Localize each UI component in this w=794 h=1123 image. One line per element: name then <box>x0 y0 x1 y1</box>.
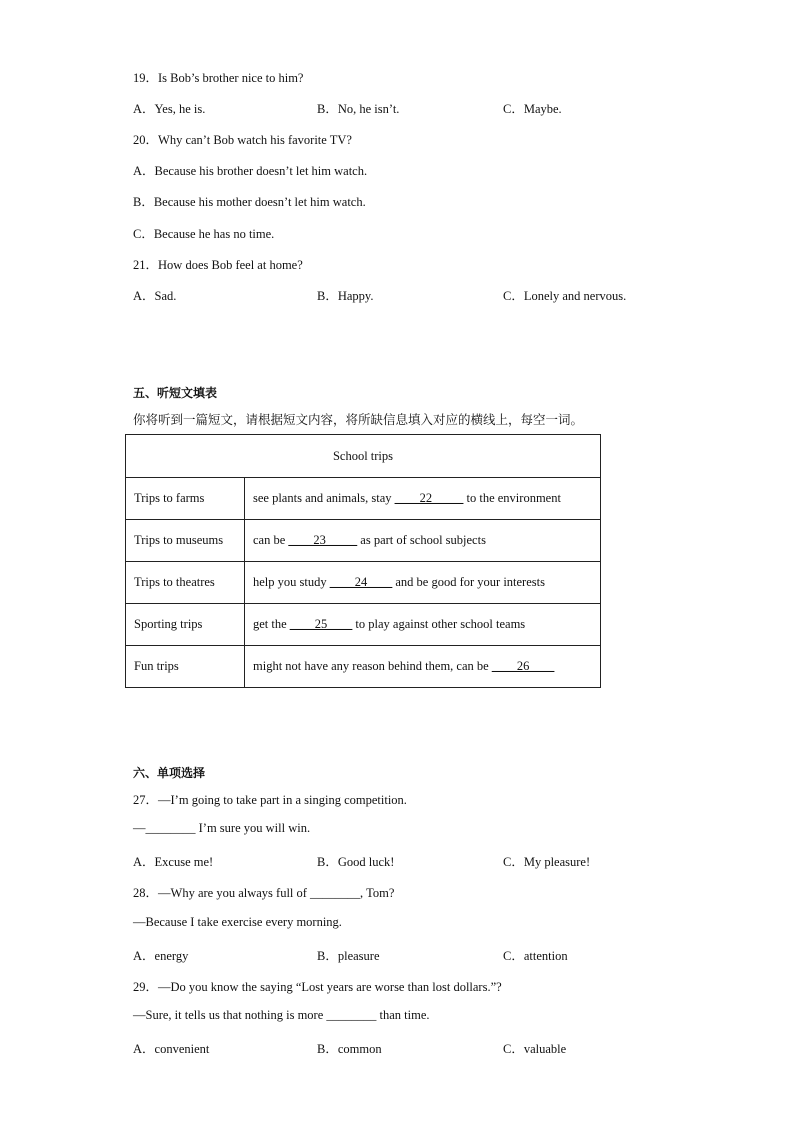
q21-option-c[interactable]: C．Lonely and nervous. <box>503 289 627 303</box>
row-label: Sporting trips <box>126 604 245 646</box>
row-label: Trips to museums <box>126 520 245 562</box>
school-trips-table <box>125 434 601 688</box>
q20-option-b[interactable]: B．Because his mother doesn’t let him watch. <box>133 195 366 209</box>
row-label: Trips to farms <box>126 478 245 520</box>
section5-heading: 五、听短文填表 <box>133 386 218 400</box>
row-content: might not have any reason behind them, can be ____26____ <box>245 646 601 688</box>
table-row <box>126 646 601 688</box>
table-row <box>126 520 601 562</box>
q27-option-a[interactable]: A．Excuse me! <box>133 855 214 869</box>
q20-option-a[interactable]: A．Because his brother doesn’t let him watch. <box>133 164 368 178</box>
q29-option-a[interactable]: A．convenient <box>133 1042 210 1056</box>
table-title: School trips <box>126 435 601 478</box>
blank-24[interactable]: ____24____ <box>329 575 393 589</box>
row-content: see plants and animals, stay ____22_____ to the environment <box>245 478 601 520</box>
table-row <box>126 478 601 520</box>
q28-option-c[interactable]: C．attention <box>503 949 568 963</box>
question-28-line2: —Because I take exercise every morning. <box>133 915 342 929</box>
q29-option-c[interactable]: C．valuable <box>503 1042 567 1056</box>
section5-instruction: 你将听到一篇短文，请根据短文内容，将所缺信息填入对应的横线上，每空一词。 <box>133 412 584 427</box>
question-28: 28．—Why are you always full of ________, Tom? <box>133 886 395 900</box>
row-content: help you study ____24____ and be good for your interests <box>245 562 601 604</box>
blank-26[interactable]: ____26____ <box>491 659 555 673</box>
blank-22[interactable]: ____22_____ <box>394 491 464 505</box>
section6-heading: 六、单项选择 <box>133 766 206 780</box>
row-content: can be ____23_____ as part of school subjects <box>245 520 601 562</box>
q19-option-b[interactable]: B．No, he isn’t. <box>317 102 400 116</box>
question-27-line2: —________ I’m sure you will win. <box>133 821 311 835</box>
q20-option-c[interactable]: C．Because he has no time. <box>133 227 275 241</box>
q19-option-c[interactable]: C．Maybe. <box>503 102 562 116</box>
row-label: Trips to theatres <box>126 562 245 604</box>
blank-23[interactable]: ____23_____ <box>288 533 358 547</box>
blank-25[interactable]: ____25____ <box>289 617 353 631</box>
q21-option-b[interactable]: B．Happy. <box>317 289 374 303</box>
table-row <box>126 604 601 646</box>
q29-option-b[interactable]: B．common <box>317 1042 382 1056</box>
question-21: 21．How does Bob feel at home? <box>133 258 303 272</box>
q27-option-c[interactable]: C．My pleasure! <box>503 855 591 869</box>
row-label: Fun trips <box>126 646 245 688</box>
q21-option-a[interactable]: A．Sad. <box>133 289 177 303</box>
q19-option-a[interactable]: A．Yes, he is. <box>133 102 206 116</box>
q28-option-b[interactable]: B．pleasure <box>317 949 380 963</box>
q27-option-b[interactable]: B．Good luck! <box>317 855 395 869</box>
table-row <box>126 562 601 604</box>
question-27: 27．—I’m going to take part in a singing competition. <box>133 793 407 807</box>
question-29-line2: —Sure, it tells us that nothing is more ________ than time. <box>133 1008 430 1022</box>
question-20: 20．Why can’t Bob watch his favorite TV? <box>133 133 352 147</box>
q28-option-a[interactable]: A．energy <box>133 949 189 963</box>
question-29: 29．—Do you know the saying “Lost years are worse than lost dollars.”? <box>133 980 502 994</box>
question-19: 19．Is Bob’s brother nice to him? <box>133 71 304 85</box>
row-content: get the ____25____ to play against other school teams <box>245 604 601 646</box>
